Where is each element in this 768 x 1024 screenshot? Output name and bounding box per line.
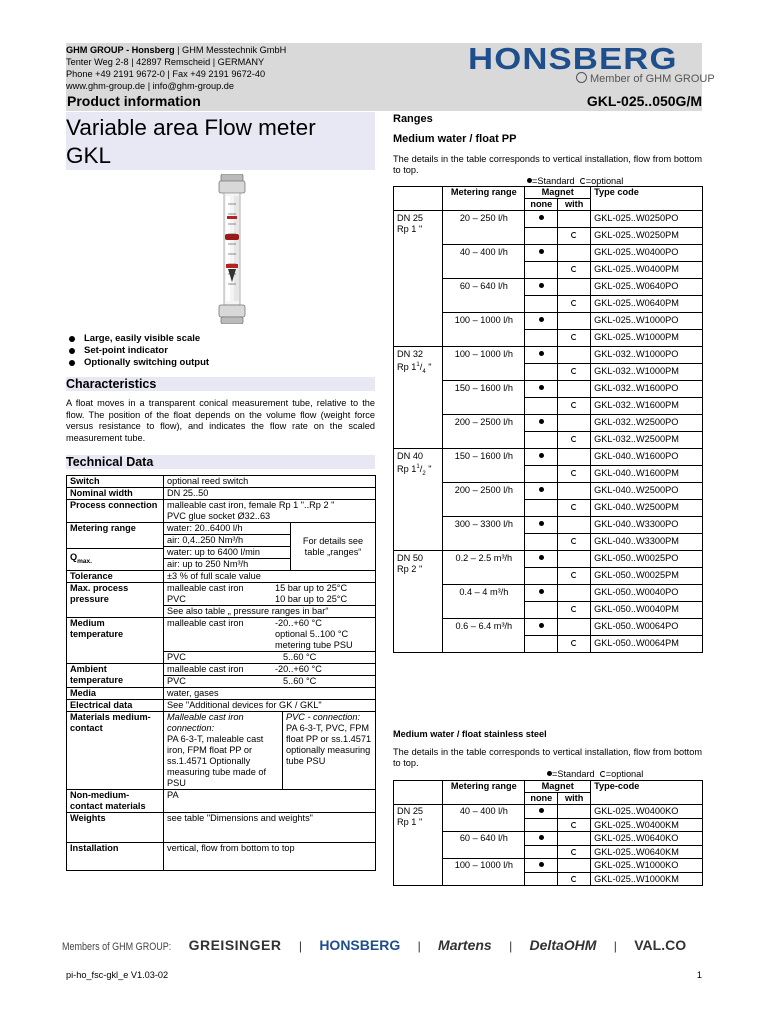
characteristics-text: A float moves in a transparent conical measurement tube, relative to the flow. The position of the float depends on the volume flow (weight force versus resistance to flow), and indicates the flow rate on the scaled measurement tube. bbox=[66, 398, 375, 443]
magnet-with-cell bbox=[558, 279, 591, 296]
standard-dot-icon bbox=[539, 283, 544, 288]
type-code-cell: GKL-025..W0400PM bbox=[591, 262, 703, 279]
magnet-with-cell bbox=[558, 568, 591, 585]
table-row: Electrical data See "Additional devices for GK / GKL" bbox=[67, 700, 376, 712]
magnet-none-cell bbox=[525, 245, 558, 262]
magnet-with-cell bbox=[558, 466, 591, 483]
magnet-with-cell bbox=[558, 534, 591, 551]
magnet-none-cell bbox=[525, 364, 558, 381]
type-code-cell: GKL-025..W1000KO bbox=[591, 859, 703, 873]
type-code-cell: GKL-025..W0250PM bbox=[591, 228, 703, 245]
magnet-with-cell bbox=[558, 818, 591, 832]
magnet-with-cell bbox=[558, 398, 591, 415]
member-of-ghm: Member of GHM GROUP bbox=[576, 72, 715, 86]
table-row: Metering range water: 20..6400 l/h air: 0,4..250 Nm³/h water: up to 6400 l/min air: up to 250 Nm³/h For details see table „ranges“ bbox=[67, 523, 376, 549]
type-code-cell: GKL-050..W0025PO bbox=[591, 551, 703, 568]
metering-range-cell: 0.4 – 4 m³/h bbox=[443, 585, 525, 619]
magnet-none-cell bbox=[525, 296, 558, 313]
table-row: Tolerance ±3 % of full scale value bbox=[67, 571, 376, 583]
product-code: GKL-025..050G/M bbox=[586, 93, 702, 109]
magnet-with-cell bbox=[558, 845, 591, 859]
magnet-none-cell bbox=[525, 551, 558, 568]
type-code-cell: GKL-040..W1600PM bbox=[591, 466, 703, 483]
type-code-cell: GKL-040..W3300PO bbox=[591, 517, 703, 534]
ranges-ss-legend: =Standard =optional bbox=[547, 769, 643, 780]
ranges-pp-legend: =Standard =optional bbox=[527, 176, 623, 187]
company-address: Tenter Weg 2-8 | 42897 Remscheid | GERMANY bbox=[66, 57, 265, 67]
type-code-cell: GKL-050..W0064PM bbox=[591, 636, 703, 653]
standard-dot-icon bbox=[539, 487, 544, 492]
magnet-with-cell bbox=[558, 483, 591, 500]
metering-range-cell: 200 – 2500 l/h bbox=[443, 415, 525, 449]
magnet-with-cell bbox=[558, 832, 591, 846]
magnet-none-cell bbox=[525, 398, 558, 415]
optional-ring-icon bbox=[571, 232, 577, 238]
standard-dot-icon bbox=[539, 808, 544, 813]
type-code-cell: GKL-050..W0064PO bbox=[591, 619, 703, 636]
table-row: Max. process pressure malleable cast iron 15 bar up to 25°C PVC 10 bar up to 25°C See also table „ pressure ranges in bar“ bbox=[67, 583, 376, 618]
feature-item: Set-point indicator bbox=[68, 345, 368, 357]
magnet-none-cell bbox=[525, 805, 558, 819]
company-info bbox=[66, 44, 396, 92]
document-id: pi-ho_fsc-gkl_e V1.03-02 bbox=[66, 970, 169, 980]
standard-dot-icon bbox=[539, 555, 544, 560]
standard-dot-icon bbox=[539, 521, 544, 526]
magnet-none-cell bbox=[525, 381, 558, 398]
optional-ring-icon bbox=[571, 436, 577, 442]
type-code-cell: GKL-032..W1600PO bbox=[591, 381, 703, 398]
type-code-cell: GKL-025..W1000KM bbox=[591, 872, 703, 886]
type-code-cell: GKL-050..W0040PO bbox=[591, 585, 703, 602]
magnet-with-cell bbox=[558, 347, 591, 364]
col-metering-range: Metering range bbox=[443, 187, 525, 211]
table-row: Materials medium-contact Malleable cast iron connection: PA 6-3-T, maleable cast iron, FPM float PP or ss.1.4571 Optionally measuring tube made of PSU PVC - connection: PA 6-3-T, PVC, FPM float PP or ss.1.4571 optionally measuring tube PSU bbox=[67, 712, 376, 790]
magnet-none-cell bbox=[525, 415, 558, 432]
optional-ring-icon bbox=[571, 368, 577, 374]
brand-martens: Martens bbox=[438, 937, 492, 953]
page-title: Variable area Flow meter GKL bbox=[66, 115, 316, 168]
ranges-ss-table bbox=[393, 780, 703, 886]
standard-dot-icon bbox=[539, 249, 544, 254]
type-code-cell: GKL-032..W1600PM bbox=[591, 398, 703, 415]
type-code-cell: GKL-025..W1000PO bbox=[591, 313, 703, 330]
metering-range-cell: 40 – 400 l/h bbox=[443, 805, 525, 832]
table-row bbox=[394, 347, 703, 364]
nominal-size-cell: DN 40 Rp $1^1/_2$ " bbox=[394, 449, 443, 551]
col-magnet: Magnet bbox=[525, 781, 591, 793]
optional-ring-icon bbox=[571, 876, 577, 882]
nominal-size-cell: DN 25 Rp 1 " bbox=[394, 805, 443, 886]
ranges-pp-description: The details in the table corresponds to vertical installation, flow from bottom to top. bbox=[393, 154, 702, 175]
optional-ring-icon bbox=[571, 822, 577, 828]
magnet-with-cell bbox=[558, 381, 591, 398]
brand-valco: VAL.CO bbox=[634, 937, 687, 953]
col-metering-range: Metering range bbox=[443, 781, 525, 805]
metering-range-cell: 60 – 640 l/h bbox=[443, 832, 525, 859]
magnet-none-cell bbox=[525, 500, 558, 517]
standard-dot-icon bbox=[539, 835, 544, 840]
col-dn bbox=[394, 781, 443, 805]
magnet-with-cell bbox=[558, 449, 591, 466]
magnet-with-cell bbox=[558, 245, 591, 262]
metering-note: For details see table „ranges“ bbox=[302, 535, 364, 557]
table-row bbox=[394, 449, 703, 466]
magnet-with-cell bbox=[558, 602, 591, 619]
standard-dot-icon bbox=[539, 623, 544, 628]
standard-dot-icon bbox=[539, 419, 544, 424]
magnet-none-cell bbox=[525, 534, 558, 551]
type-code-cell: GKL-050..W0040PM bbox=[591, 602, 703, 619]
type-code-cell: GKL-025..W0640PO bbox=[591, 279, 703, 296]
magnet-with-cell bbox=[558, 551, 591, 568]
nominal-size-cell: DN 25 Rp 1 " bbox=[394, 211, 443, 347]
magnet-none-cell bbox=[525, 845, 558, 859]
col-type-code: Type code bbox=[591, 187, 703, 211]
magnet-none-cell bbox=[525, 279, 558, 296]
magnet-with-cell bbox=[558, 432, 591, 449]
type-code-cell: GKL-025..W0400KM bbox=[591, 818, 703, 832]
type-code-cell: GKL-025..W0640PM bbox=[591, 296, 703, 313]
type-code-cell: GKL-040..W2500PM bbox=[591, 500, 703, 517]
magnet-none-cell bbox=[525, 466, 558, 483]
table-row: Non-medium-contact materials PA bbox=[67, 790, 376, 813]
metering-range-cell: 0.6 – 6.4 m³/h bbox=[443, 619, 525, 653]
table-row: Installation vertical, flow from bottom to top bbox=[67, 843, 376, 871]
honsberg-logo: HONSBERG bbox=[468, 41, 678, 76]
magnet-none-cell bbox=[525, 211, 558, 228]
magnet-with-cell bbox=[558, 636, 591, 653]
magnet-none-cell bbox=[525, 585, 558, 602]
magnet-with-cell bbox=[558, 211, 591, 228]
optional-ring-icon bbox=[571, 538, 577, 544]
company-name: GHM GROUP - Honsberg bbox=[66, 45, 175, 55]
magnet-none-cell bbox=[525, 432, 558, 449]
nominal-size-cell: DN 32 Rp $1^1/_4$ " bbox=[394, 347, 443, 449]
table-header-row bbox=[394, 781, 703, 793]
brand-honsberg: HONSBERG bbox=[319, 937, 401, 953]
magnet-none-cell bbox=[525, 832, 558, 846]
table-row: Nominal width DN 25..50 bbox=[67, 488, 376, 500]
metering-range-cell: 200 – 2500 l/h bbox=[443, 483, 525, 517]
standard-dot-icon bbox=[539, 589, 544, 594]
type-code-cell: GKL-025..W0640KM bbox=[591, 845, 703, 859]
col-magnet: Magnet bbox=[525, 187, 591, 199]
magnet-none-cell bbox=[525, 602, 558, 619]
magnet-none-cell bbox=[525, 818, 558, 832]
table-row: $Q_{max.}$ bbox=[67, 549, 376, 571]
ghm-ring-icon bbox=[576, 72, 587, 83]
company-phone: Phone +49 2191 9672-0 | Fax +49 2191 9672-40 bbox=[66, 69, 266, 79]
magnet-with-cell bbox=[558, 805, 591, 819]
type-code-cell: GKL-025..W1000PM bbox=[591, 330, 703, 347]
magnet-none-cell bbox=[525, 517, 558, 534]
standard-dot-icon bbox=[539, 351, 544, 356]
magnet-with-cell bbox=[558, 313, 591, 330]
type-code-cell: GKL-025..W0400PO bbox=[591, 245, 703, 262]
magnet-none-cell bbox=[525, 859, 558, 873]
metering-range-cell: 40 – 400 l/h bbox=[443, 245, 525, 279]
magnet-none-cell bbox=[525, 313, 558, 330]
feature-item: Optionally switching output bbox=[68, 357, 368, 369]
brand-greisinger: GREISINGER bbox=[188, 937, 282, 953]
table-row bbox=[394, 211, 703, 228]
standard-dot-icon bbox=[539, 317, 544, 322]
table-row bbox=[394, 551, 703, 568]
metering-range-cell: 100 – 1000 l/h bbox=[443, 313, 525, 347]
optional-ring-icon bbox=[571, 402, 577, 408]
type-code-cell: GKL-025..W0400KO bbox=[591, 805, 703, 819]
magnet-none-cell bbox=[525, 347, 558, 364]
technical-data-table bbox=[66, 475, 376, 871]
type-code-cell: GKL-025..W0250PO bbox=[591, 211, 703, 228]
table-row: Process connection malleable cast iron, female Rp 1 "..Rp 2 " PVC glue socket Ø32..63 bbox=[67, 500, 376, 523]
ranges-ss-heading: Medium water / float stainless steel bbox=[393, 729, 547, 739]
table-header-row bbox=[394, 187, 703, 199]
col-with: with bbox=[558, 793, 591, 805]
table-row: Medium temperature malleable cast iron -20..+60 °C optional 5..100 °C metering tube PSU PVC 5..60 °C bbox=[67, 618, 376, 664]
magnet-none-cell bbox=[525, 872, 558, 886]
type-code-cell: GKL-025..W0640KO bbox=[591, 832, 703, 846]
magnet-with-cell bbox=[558, 500, 591, 517]
magnet-with-cell bbox=[558, 415, 591, 432]
metering-range-cell: 300 – 3300 l/h bbox=[443, 517, 525, 551]
metering-range-cell: 150 – 1600 l/h bbox=[443, 449, 525, 483]
product-info-label: Product information bbox=[67, 93, 201, 109]
magnet-none-cell bbox=[525, 619, 558, 636]
type-code-cell: GKL-032..W2500PO bbox=[591, 415, 703, 432]
magnet-with-cell bbox=[558, 619, 591, 636]
type-code-cell: GKL-040..W3300PM bbox=[591, 534, 703, 551]
col-none: none bbox=[525, 793, 558, 805]
ranges-ss-description: The details in the table corresponds to vertical installation, flow from bottom to top. bbox=[393, 747, 702, 768]
type-code-cell: GKL-040..W2500PO bbox=[591, 483, 703, 500]
table-row: Switch optional reed switch bbox=[67, 476, 376, 488]
magnet-with-cell bbox=[558, 517, 591, 534]
metering-range-cell: 100 – 1000 l/h bbox=[443, 859, 525, 886]
metering-range-cell: 0.2 – 2.5 m³/h bbox=[443, 551, 525, 585]
optional-ring-icon bbox=[571, 334, 577, 340]
magnet-none-cell bbox=[525, 483, 558, 500]
magnet-none-cell bbox=[525, 262, 558, 279]
magnet-with-cell bbox=[558, 228, 591, 245]
col-type-code: Type-code bbox=[591, 781, 703, 805]
type-code-cell: GKL-040..W1600PO bbox=[591, 449, 703, 466]
col-none: none bbox=[525, 199, 558, 211]
table-row: Weights see table "Dimensions and weights" bbox=[67, 813, 376, 843]
standard-dot-icon bbox=[539, 453, 544, 458]
table-row bbox=[394, 805, 703, 819]
optional-ring-icon bbox=[571, 300, 577, 306]
standard-dot-icon bbox=[539, 862, 544, 867]
flowmeter-product-image bbox=[214, 174, 250, 324]
optional-ring-icon bbox=[571, 504, 577, 510]
characteristics-heading: Characteristics bbox=[66, 377, 375, 391]
type-code-cell: GKL-032..W1000PO bbox=[591, 347, 703, 364]
brand-deltaohm: DeltaOHM bbox=[529, 937, 597, 953]
magnet-with-cell bbox=[558, 330, 591, 347]
ranges-heading: Ranges bbox=[393, 113, 433, 125]
metering-range-cell: 60 – 640 l/h bbox=[443, 279, 525, 313]
metering-range-cell: 150 – 1600 l/h bbox=[443, 381, 525, 415]
col-dn bbox=[394, 187, 443, 211]
magnet-with-cell bbox=[558, 872, 591, 886]
type-code-cell: GKL-032..W1000PM bbox=[591, 364, 703, 381]
magnet-with-cell bbox=[558, 585, 591, 602]
optional-ring-icon bbox=[571, 640, 577, 646]
ranges-pp-table bbox=[393, 186, 703, 653]
optional-ring-icon bbox=[571, 266, 577, 272]
nominal-size-cell: DN 50 Rp 2 " bbox=[394, 551, 443, 653]
company-web: www.ghm-group.de | info@ghm-group.de bbox=[66, 81, 234, 91]
table-row: Ambient temperature malleable cast iron -20..+60 °C PVC 5..60 °C bbox=[67, 664, 376, 688]
type-code-cell: GKL-032..W2500PM bbox=[591, 432, 703, 449]
magnet-none-cell bbox=[525, 449, 558, 466]
page-number: 1 bbox=[696, 970, 702, 980]
feature-list bbox=[68, 333, 368, 369]
magnet-with-cell bbox=[558, 859, 591, 873]
magnet-none-cell bbox=[525, 568, 558, 585]
magnet-with-cell bbox=[558, 364, 591, 381]
magnet-none-cell bbox=[525, 228, 558, 245]
optional-ring-icon bbox=[571, 572, 577, 578]
company-subsidiary: | GHM Messtechnik GmbH bbox=[174, 45, 287, 55]
standard-dot-icon bbox=[539, 215, 544, 220]
technical-data-heading: Technical Data bbox=[66, 455, 375, 469]
optional-ring-icon bbox=[571, 470, 577, 476]
optional-ring-icon bbox=[571, 849, 577, 855]
magnet-none-cell bbox=[525, 330, 558, 347]
ranges-pp-heading: Medium water / float PP bbox=[393, 133, 517, 145]
feature-item: Large, easily visible scale bbox=[68, 333, 368, 345]
col-with: with bbox=[558, 199, 591, 211]
type-code-cell: GKL-050..W0025PM bbox=[591, 568, 703, 585]
metering-range-cell: 100 – 1000 l/h bbox=[443, 347, 525, 381]
metering-range-cell: 20 – 250 l/h bbox=[443, 211, 525, 245]
standard-dot-icon bbox=[539, 385, 544, 390]
magnet-with-cell bbox=[558, 296, 591, 313]
optional-ring-icon bbox=[571, 606, 577, 612]
footer-brands: Members of GHM GROUP: GREISINGER | HONSBERG | Martens | DeltaOHM | VAL.CO bbox=[62, 937, 687, 953]
magnet-none-cell bbox=[525, 636, 558, 653]
members-label: Members of GHM GROUP: bbox=[62, 941, 172, 953]
table-row: Media water, gases bbox=[67, 688, 376, 700]
magnet-with-cell bbox=[558, 262, 591, 279]
